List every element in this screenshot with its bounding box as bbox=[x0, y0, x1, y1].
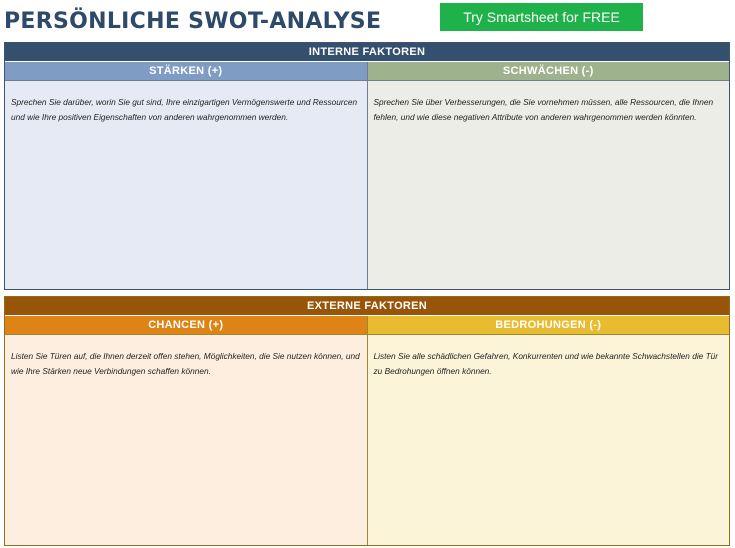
weaknesses-column bbox=[367, 62, 730, 289]
threats-column bbox=[367, 316, 730, 545]
strengths-header: STÄRKEN (+) bbox=[5, 62, 367, 80]
page-title: PERSÖNLICHE SWOT-ANALYSE bbox=[4, 9, 382, 34]
external-factors-header: EXTERNE FAKTOREN bbox=[5, 297, 729, 316]
external-factors-section bbox=[4, 296, 730, 546]
opportunities-body[interactable]: Listen Sie Türen auf, die Ihnen derzeit offen stehen, Möglichkeiten, die Sie nutzen können, und wie Ihre Stärken neue Verbindungen schaffen können. bbox=[5, 334, 367, 545]
weaknesses-header: SCHWÄCHEN (-) bbox=[368, 62, 730, 80]
strengths-body[interactable]: Sprechen Sie darüber, worin Sie gut sind, Ihre einzigartigen Vermögenswerte und Ressourcen und wie Ihre positiven Eigenschaften von anderen wahrgenommen werden. bbox=[5, 80, 367, 289]
opportunities-column bbox=[5, 316, 367, 545]
try-smartsheet-button[interactable]: Try Smartsheet for FREE bbox=[440, 3, 643, 31]
internal-factors-header: INTERNE FAKTOREN bbox=[5, 43, 729, 62]
internal-factors-section bbox=[4, 42, 730, 290]
internal-factors-columns bbox=[5, 62, 729, 289]
weaknesses-body[interactable]: Sprechen Sie über Verbesserungen, die Sie vornehmen müssen, alle Ressourcen, die Ihnen fehlen, und wie diese negativen Attribute von anderen wahrgenommen werden könnten. bbox=[368, 80, 730, 289]
opportunities-header: CHANCEN (+) bbox=[5, 316, 367, 334]
strengths-column bbox=[5, 62, 367, 289]
external-factors-columns bbox=[5, 316, 729, 545]
threats-body[interactable]: Listen Sie alle schädlichen Gefahren, Konkurrenten und wie bekannte Schwachstellen die Tür zu Bedrohungen öffnen können. bbox=[368, 334, 730, 545]
threats-header: BEDROHUNGEN (-) bbox=[368, 316, 730, 334]
